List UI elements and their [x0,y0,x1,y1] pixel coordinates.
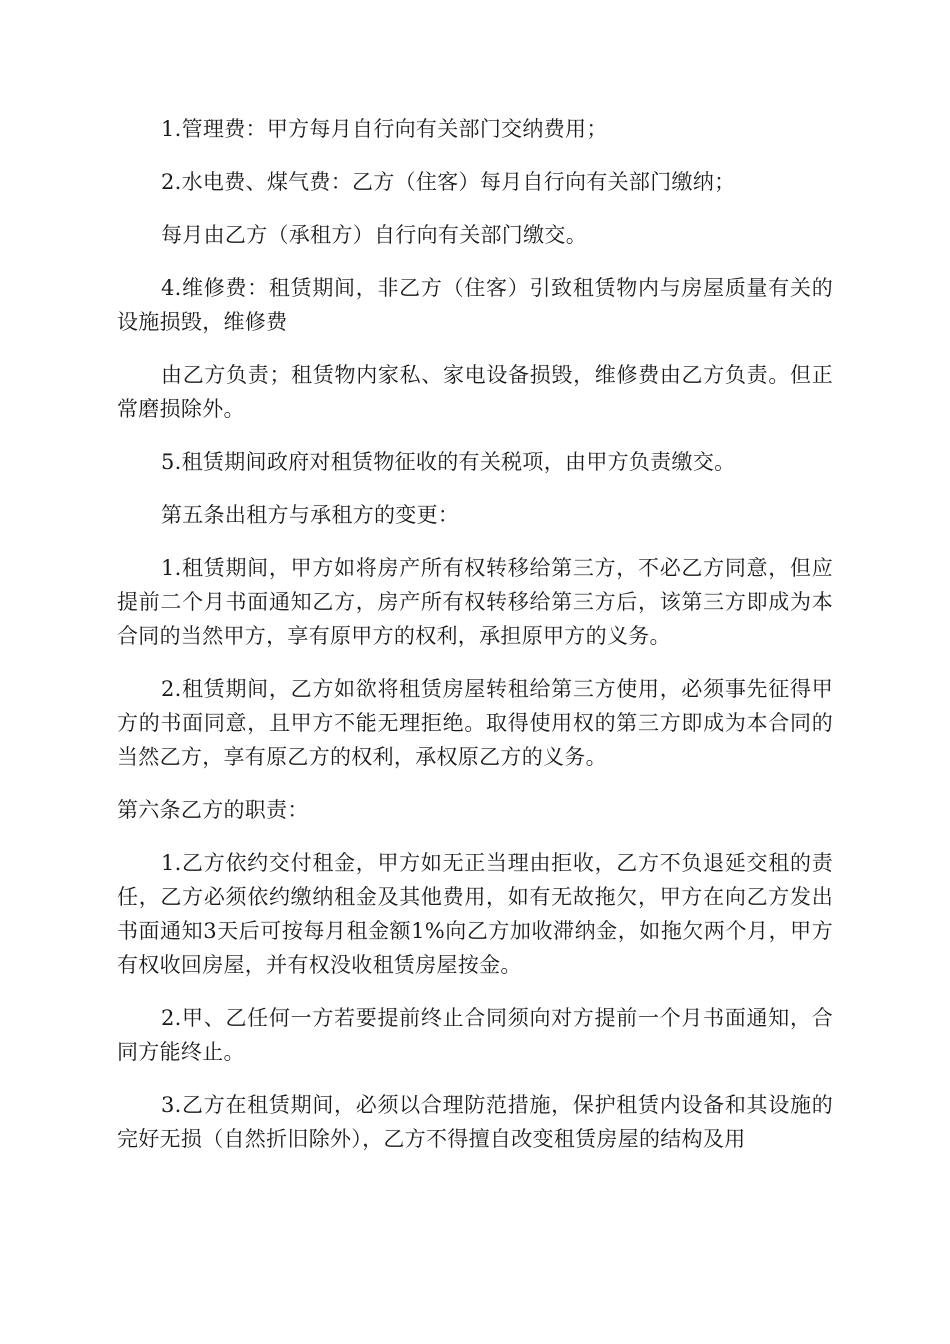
paragraph-rent-payment: 1.乙方依约交付租金，甲方如无正当理由拒收，乙方不负退延交租的责任，乙方必须依约缴纳租金及其他费用，如有无故拖欠，甲方在向乙方发出书面通知3天后可按每月租金额1%向乙方加收滞纳金，如拖欠两个月，甲方有权收回房屋，并有权没收租赁房屋按金。 [117,851,833,977]
paragraph-sublease: 2.租赁期间，乙方如欲将租赁房屋转租给第三方使用，必须事先征得甲方的书面同意，且甲方不能无理拒绝。取得使用权的第三方即成为本合同的当然乙方，享有原乙方的权利，承权原乙方的义务。 [117,677,833,769]
section-heading-article-5: 第五条出租方与承租方的变更： [161,503,460,527]
paragraph-management-fee: 1.管理费：甲方每月自行向有关部门交纳费用； [161,117,608,141]
paragraph-monthly-payment: 每月由乙方（承租方）自行向有关部门缴交。 [161,223,587,247]
paragraph-early-termination: 2.甲、乙任何一方若要提前终止合同须向对方提前一个月书面通知，合同方能终止。 [117,1006,833,1064]
section-heading-article-6: 第六条乙方的职责： [117,798,309,822]
paragraph-maintenance-fee: 4.维修费：租赁期间，非乙方（住客）引致租赁物内与房屋质量有关的设施损毁，维修费 [117,276,833,334]
paragraph-utilities-fee: 2.水电费、煤气费：乙方（住客）每月自行向有关部门缴纳； [161,170,736,194]
paragraph-ownership-transfer: 1.租赁期间，甲方如将房产所有权转移给第三方，不必乙方同意，但应提前二个月书面通知乙方，房产所有权转移给第三方后，该第三方即成为本合同的当然甲方，享有原甲方的权利，承担原甲方的义务。 [117,556,833,648]
paragraph-taxes: 5.租赁期间政府对租赁物征收的有关税项，由甲方负责缴交。 [161,450,736,474]
paragraph-property-protection: 3.乙方在租赁期间，必须以合理防范措施，保护租赁内设备和其设施的完好无损（自然折旧除外），乙方不得擅自改变租赁房屋的结构及用 [117,1093,833,1151]
document-body [117,112,833,1175]
paragraph-maintenance-responsibility: 由乙方负责；租赁物内家私、家电设备损毁，维修费由乙方负责。但正常磨损除外。 [117,363,833,421]
